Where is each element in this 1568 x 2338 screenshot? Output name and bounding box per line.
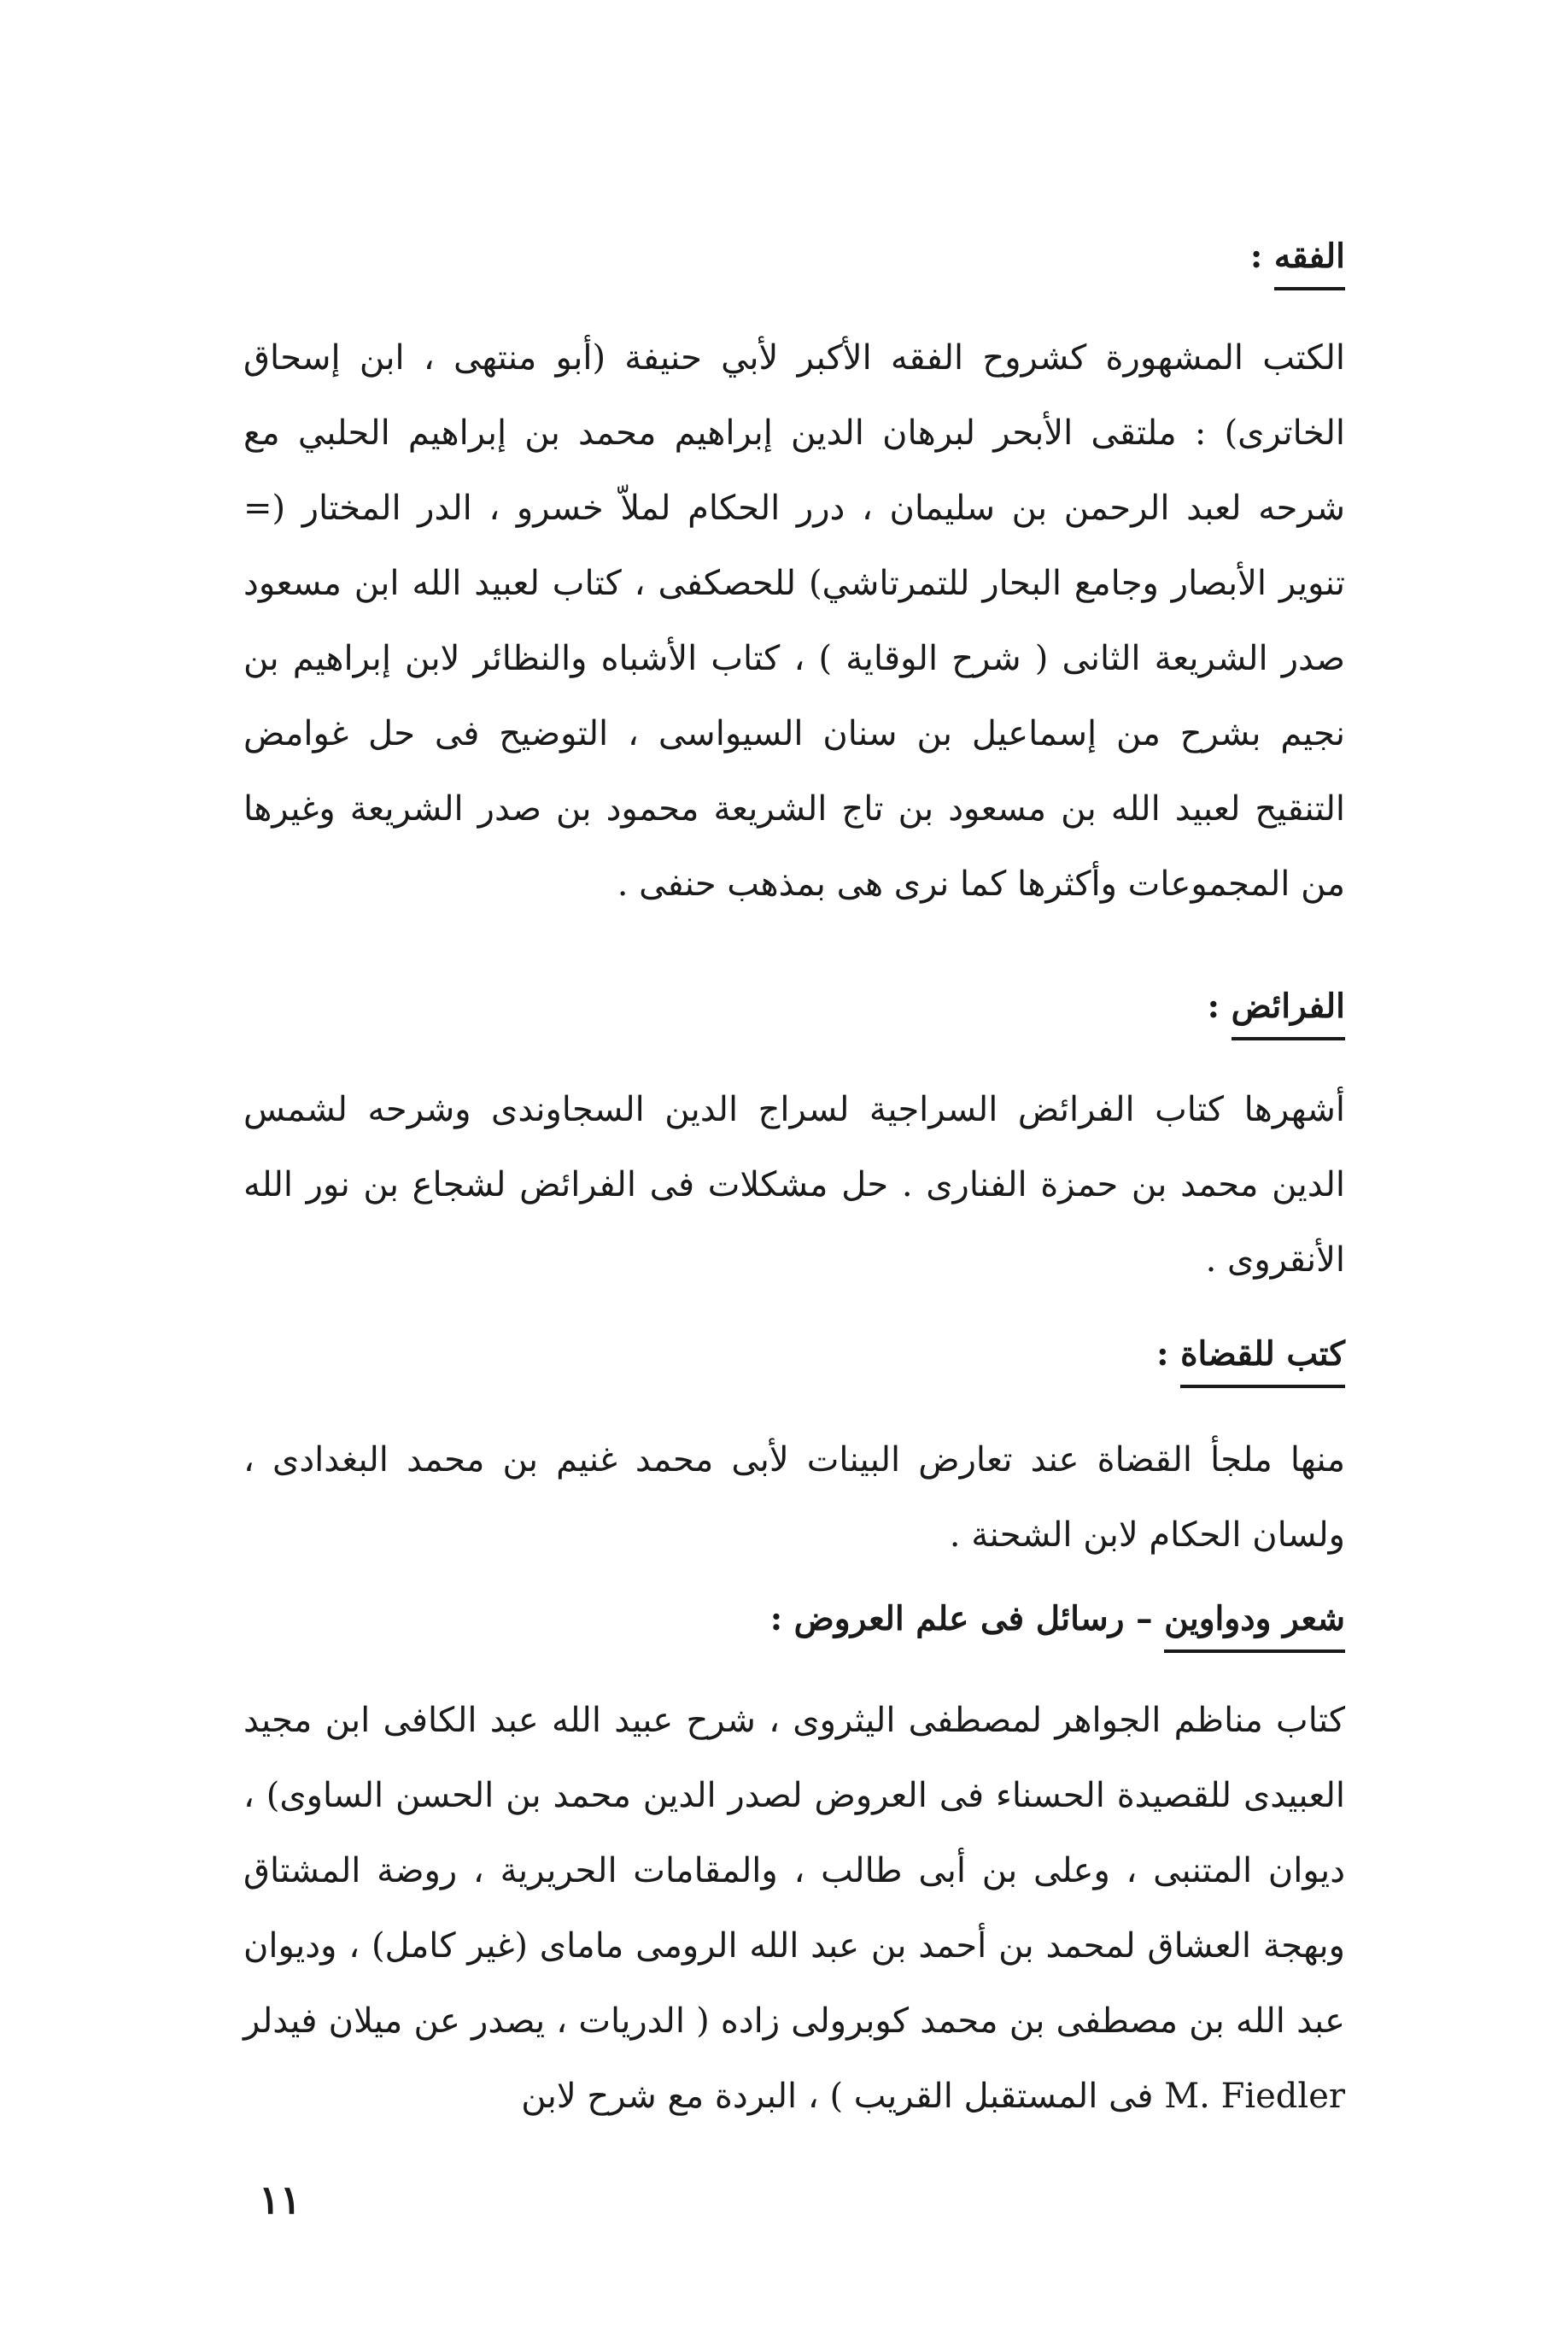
section-body-judges: منها ملجأ القضاة عند تعارض البينات لأبى محمد غنيم بن محمد البغدادى ، ولسان الحكام لابن الشحنة . (243, 1440, 1345, 1555)
section-body-fiqh: الكتب المشهورة كشروح الفقه الأكبر لأبي حنيفة (أبو منتهى ، ابن إسحاق الخاترى) : ملتقى الأبحر لبرهان الدين إبراهيم محمد بن إبراهيم الحلبي مع شرحه لعبد الرحمن بن سليمان ، درر الحكام لملاّ خسرو ، الدر المختار (= تنوير الأبصار وجامع البحار للتمرتاشي) للحصكفى ، كتاب لعبيد الله ابن مسعود صدر الشريعة الثانى ( شرح الوقاية ) ، كتاب الأشباه والنظائر لابن إبراهيم بن نجيم بشرح من إسماعيل بن سنان السيواسى ، التوضيح فى حل غوامض التنقيح لعبيد الله بن مسعود بن تاج الشريعة محمود بن صدر الشريعة وغيرها من المجموعات وأكثرها كما نرى هى بمذهب حنفى . (243, 338, 1345, 904)
section-heading-fiqh (1250, 231, 1345, 290)
page-number: ١١ (259, 2177, 301, 2223)
section-heading-judges (1156, 1328, 1345, 1388)
section-body-poetry: كتاب مناظم الجواهر لمصطفى اليثروى ، شرح عبيد الله عبد الكافى ابن مجيد العبيدى للقصيدة الحسناء فى العروض لصدر الدين محمد بن الحسن الساوى) ، ديوان المتنبى ، وعلى بن أبى طالب ، والمقامات الحريرية ، روضة المشتاق وبهجة العشاق لمحمد بن أحمد بن عبد الله الرومى ماماى (غير كامل) ، وديوان عبد الله بن مصطفى بن محمد كوبرولى زاده ( الدريات ، يصدر عن ميلان فيدلر M. Fiedler فى المستقبل القريب ) ، البردة مع شرح لابن (243, 1701, 1345, 2116)
section-heading-suffix: – رسائل فى علم العروض : (769, 1599, 1165, 1638)
section-heading-suffix: : (1207, 987, 1232, 1026)
section-body-faraid: أشهرها كتاب الفرائض السراجية لسراج الدين السجاوندى وشرحه لشمس الدين محمد بن حمزة الفنارى . حل مشكلات فى الفرائض لشجاع بن نور الله الأنقروى . (243, 1090, 1345, 1280)
section-heading-title: كتب للقضاة (1180, 1328, 1345, 1388)
section-heading-faraid (1208, 981, 1345, 1040)
section-heading-title: شعر ودواوين (1164, 1593, 1345, 1653)
section-heading-suffix: : (1156, 1334, 1181, 1374)
section-heading-suffix: : (1249, 237, 1274, 276)
section-heading-title: الفقه (1274, 231, 1345, 290)
section-heading-title: الفرائض (1232, 981, 1345, 1040)
section-heading-poetry (770, 1593, 1345, 1653)
